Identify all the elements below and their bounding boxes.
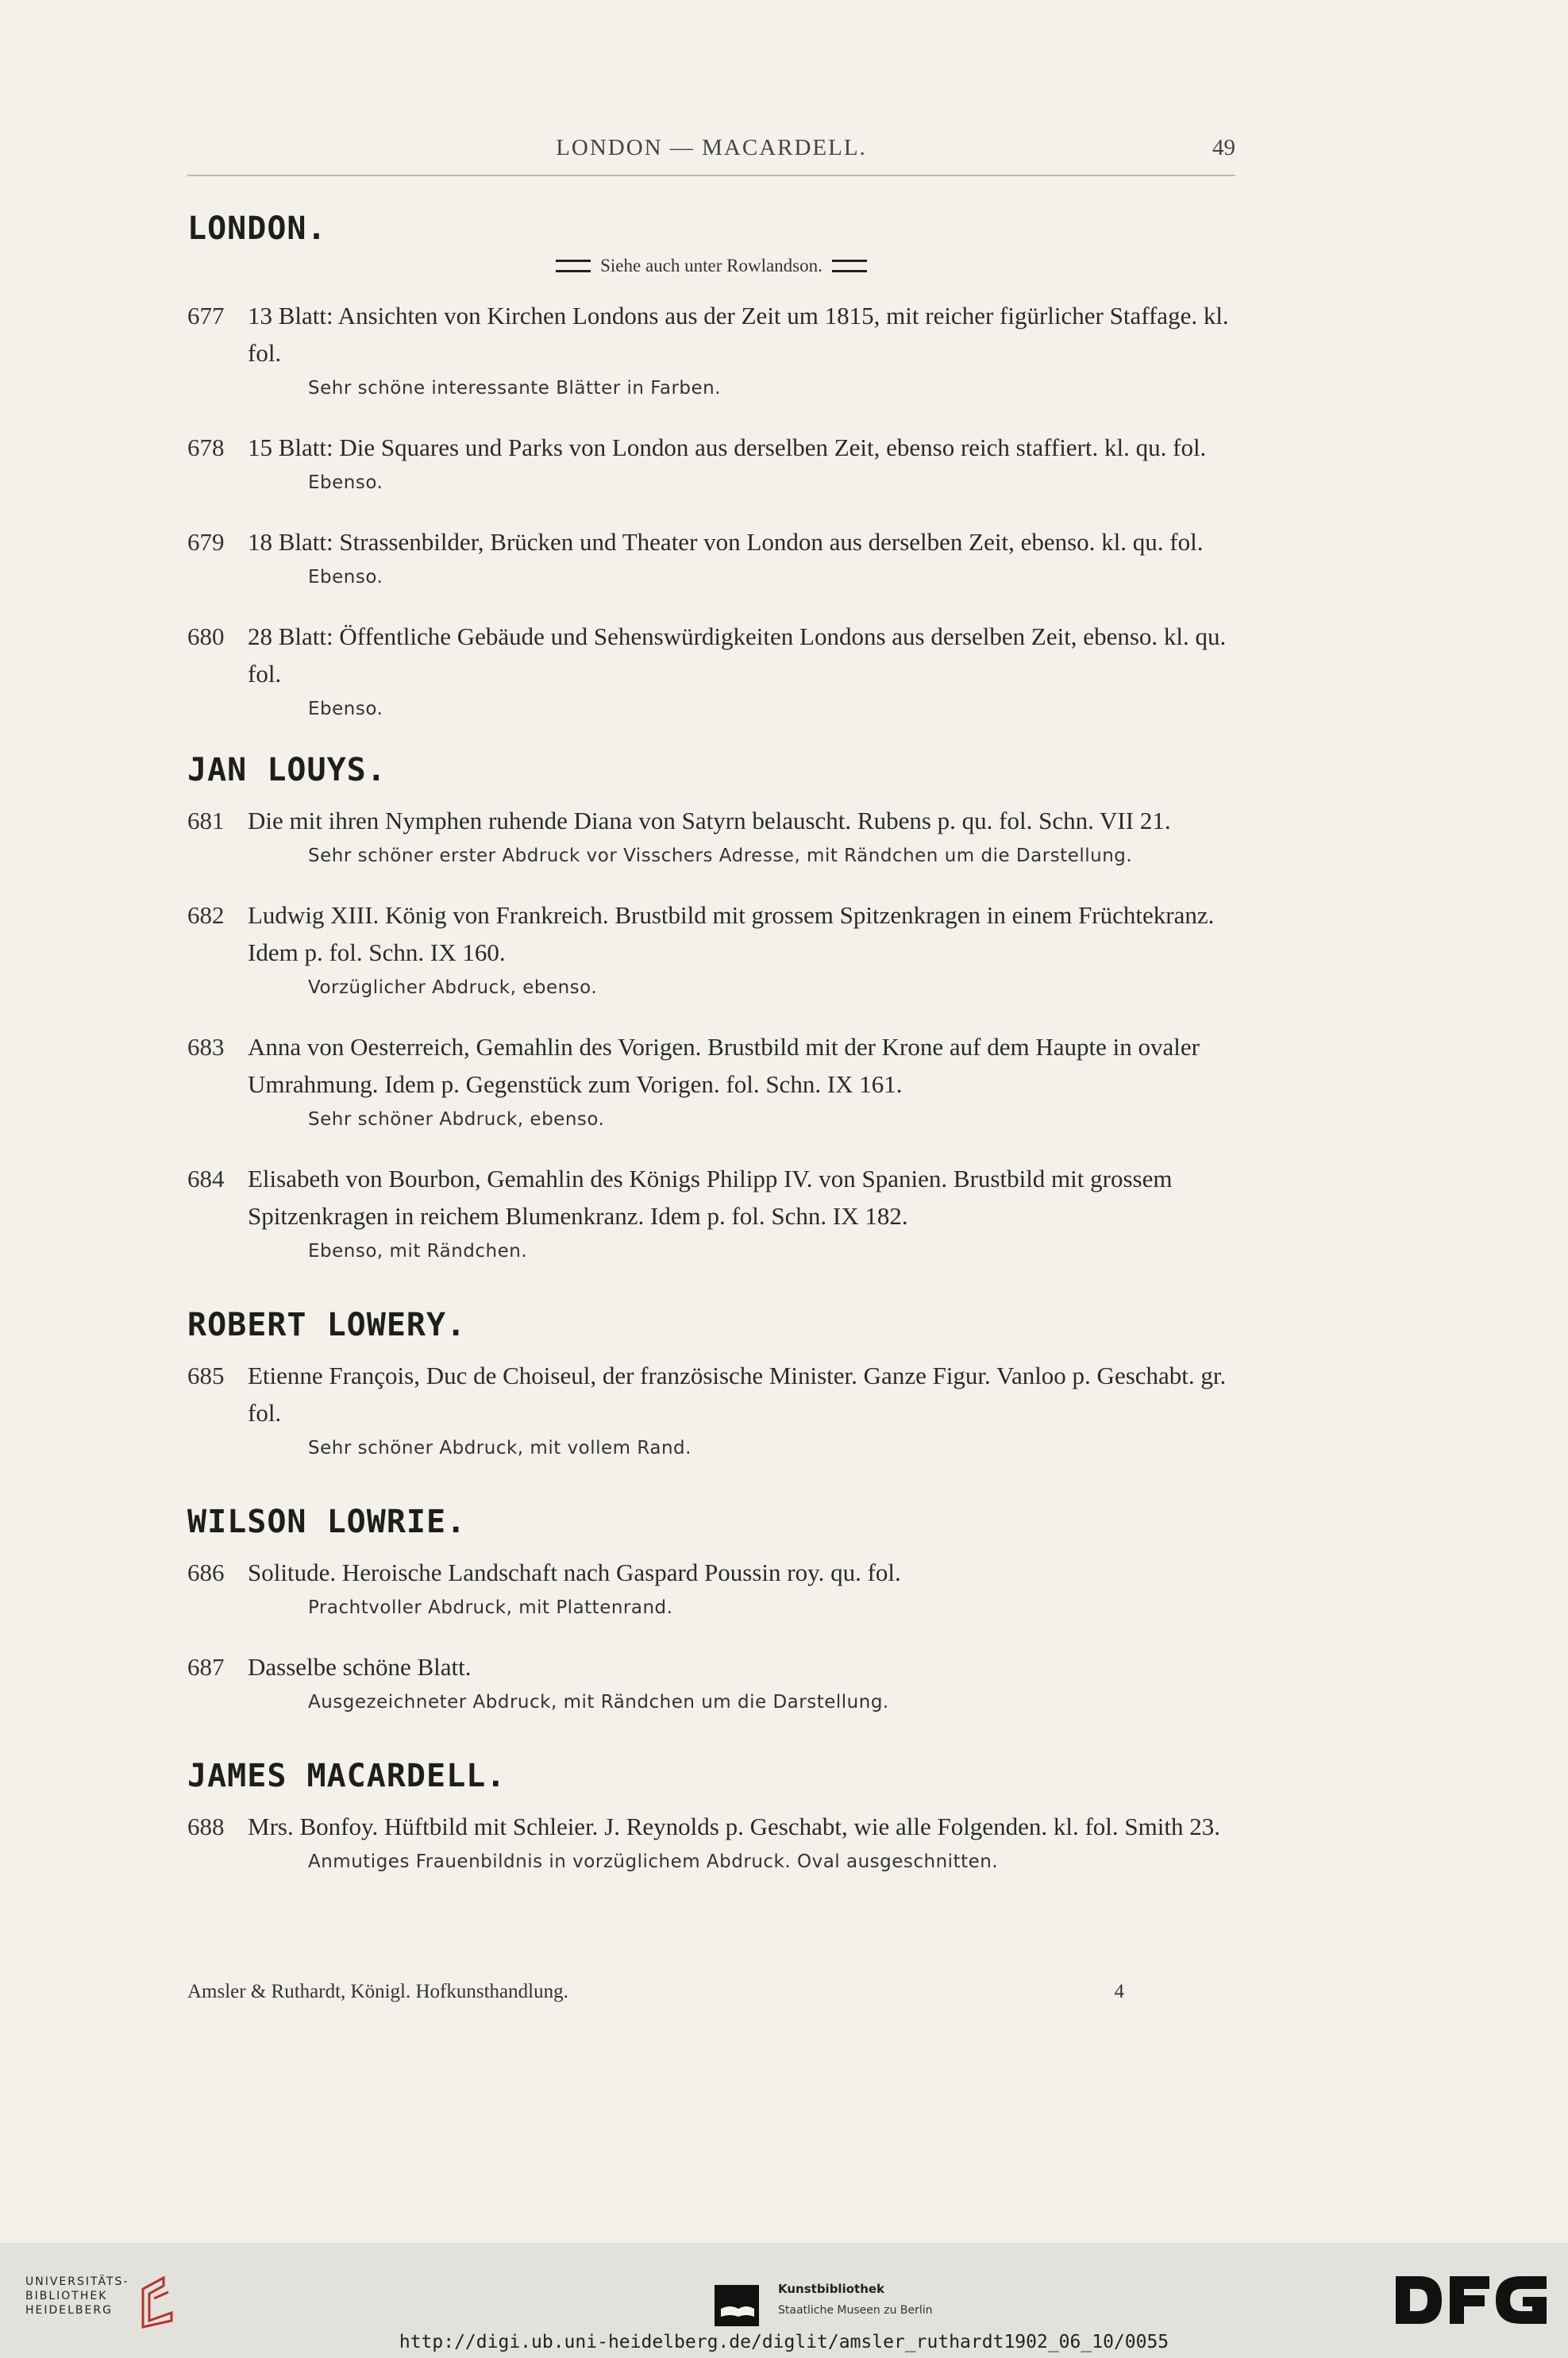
catalog-entry (187, 297, 1235, 405)
kunstbibliothek-title: Kunstbibliothek (778, 2282, 885, 2296)
entry-description: Solitude. Heroische Landschaft nach Gaspard Poussin roy. qu. fol. (248, 1559, 901, 1586)
catalog-entry (187, 802, 1235, 873)
catalog-entry (187, 1028, 1235, 1136)
cross-reference-text: Siehe auch unter Rowlandson. (600, 256, 823, 275)
catalog-content (187, 208, 1235, 1915)
entry-description: 18 Blatt: Strassenbilder, Brücken und Theater von London aus derselben Zeit, ebenso. kl. qu. fol. (248, 528, 1204, 556)
page-number: 49 (1212, 135, 1235, 160)
kunstbibliothek-subtitle: Staatliche Museen zu Berlin (778, 2304, 933, 2317)
entry-description: 13 Blatt: Ansichten von Kirchen Londons aus der Zeit um 1815, mit reicher figürlicher Staffage. kl. fol. (248, 302, 1229, 367)
entry-number: 684 (187, 1165, 225, 1192)
entry-condition-note: Sehr schöner erster Abdruck vor Visschers Adresse, mit Rändchen um die Darstellung. (308, 846, 1133, 866)
signature-mark: 4 (1114, 1981, 1124, 2002)
entry-description: Ludwig XIII. König von Frankreich. Brustbild mit grossem Spitzenkragen in einem Früchtekranz. Idem p. fol. Schn. IX 160. (248, 901, 1215, 966)
entry-description: 15 Blatt: Die Squares und Parks von London aus derselben Zeit, ebenso reich staffiert. kl. qu. fol. (248, 433, 1207, 461)
heidelberg-library-logo[interactable] (25, 2275, 178, 2330)
section-heading: JAN LOUYS. (187, 752, 387, 788)
entry-condition-note: Sehr schöner Abdruck, mit vollem Rand. (308, 1438, 692, 1458)
catalog-entry (187, 1160, 1235, 1268)
entry-description: Anna von Oesterreich, Gemahlin des Vorigen. Brustbild mit der Krone auf dem Haupte in ovaler Umrahmung. Idem p. Gegenstück zum Vorigen. fol. Schn. IX 161. (248, 1033, 1200, 1098)
source-url[interactable]: http://digi.ub.uni-heidelberg.de/diglit/amsler_ruthardt1902_06_10/0055 (399, 2332, 1169, 2352)
catalog-entry (187, 1554, 1235, 1624)
university-line: HEIDELBERG (25, 2304, 113, 2317)
kunstbibliothek-emblem-icon (715, 2285, 759, 2326)
section-wilson-lowrie (187, 1501, 1235, 1719)
entry-description: Mrs. Bonfoy. Hüftbild mit Schleier. J. Reynolds p. Geschabt, wie alle Folgenden. kl. fol. Smith 23. (248, 1813, 1220, 1840)
university-line: BIBLIOTHEK (25, 2290, 108, 2302)
entry-condition-note: Ebenso. (308, 699, 383, 719)
digitization-footer (0, 2243, 1568, 2358)
entry-number: 687 (187, 1653, 225, 1681)
entry-condition-note: Anmutiges Frauenbildnis in vorzüglichem Abdruck. Oval ausgeschnitten. (308, 1851, 999, 1872)
section-james-macardell (187, 1755, 1235, 1878)
entry-condition-note: Sehr schöne interessante Blätter in Farben. (308, 378, 722, 399)
catalog-entry (187, 1357, 1235, 1465)
entry-description: Dasselbe schöne Blatt. (248, 1653, 472, 1681)
running-head (187, 135, 1235, 176)
publisher-line: Amsler & Ruthardt, Königl. Hofkunsthandlung. (187, 1981, 568, 2002)
entry-number: 680 (187, 622, 225, 650)
section-robert-lowery (187, 1304, 1235, 1465)
section-heading: ROBERT LOWERY. (187, 1307, 467, 1343)
entry-condition-note: Ebenso. (308, 567, 383, 588)
university-line: UNIVERSITÄTS- (25, 2275, 129, 2288)
entry-description: Die mit ihren Nymphen ruhende Diana von Satyrn belauscht. Rubens p. qu. fol. Schn. VII 21. (248, 807, 1171, 834)
running-title: LONDON — MACARDELL. (556, 135, 867, 160)
section-london (187, 208, 1235, 726)
entry-number: 681 (187, 807, 225, 834)
entry-condition-note: Ebenso, mit Rändchen. (308, 1241, 528, 1262)
entry-description: 28 Blatt: Öffentliche Gebäude und Sehenswürdigkeiten Londons aus derselben Zeit, ebenso. kl. qu. fol. (248, 622, 1227, 688)
entry-condition-note: Sehr schöner Abdruck, ebenso. (308, 1109, 605, 1130)
entry-condition-note: Ebenso. (308, 472, 383, 493)
entry-description: Etienne François, Duc de Choiseul, der französische Minister. Ganze Figur. Vanloo p. Geschabt. gr. fol. (248, 1362, 1227, 1427)
entry-description: Elisabeth von Bourbon, Gemahlin des Königs Philipp IV. von Spanien. Brustbild mit grossem Spitzenkragen in reichem Blumenkranz. Idem p. fol. Schn. IX 182. (248, 1165, 1173, 1230)
university-library-name (25, 2275, 129, 2318)
entry-condition-note: Ausgezeichneter Abdruck, mit Rändchen um die Darstellung. (308, 1692, 889, 1713)
entry-condition-note: Prachtvoller Abdruck, mit Plattenrand. (308, 1597, 673, 1618)
section-jan-louys (187, 749, 1235, 1268)
double-rule-icon (556, 260, 591, 272)
section-heading: JAMES MACARDELL. (187, 1758, 507, 1794)
section-heading: LONDON. (187, 210, 327, 247)
entry-number: 677 (187, 302, 225, 329)
cross-reference-note (187, 256, 1235, 276)
catalog-entry (187, 618, 1235, 726)
entry-number: 678 (187, 433, 225, 461)
catalog-entry (187, 1808, 1235, 1878)
double-rule-icon (832, 260, 867, 272)
entry-number: 688 (187, 1813, 225, 1840)
heidelberg-emblem-icon (137, 2275, 178, 2330)
entry-number: 686 (187, 1559, 225, 1586)
catalog-entry (187, 1648, 1235, 1719)
entry-number: 682 (187, 901, 225, 929)
entry-number: 679 (187, 528, 225, 556)
catalog-entry (187, 896, 1235, 1004)
catalog-entry (187, 523, 1235, 594)
catalog-entry (187, 429, 1235, 499)
entry-number: 685 (187, 1362, 225, 1389)
entry-number: 683 (187, 1033, 225, 1061)
section-heading: WILSON LOWRIE. (187, 1504, 467, 1540)
dfg-logo-icon[interactable] (1396, 2276, 1547, 2324)
entry-condition-note: Vorzüglicher Abdruck, ebenso. (308, 977, 598, 998)
